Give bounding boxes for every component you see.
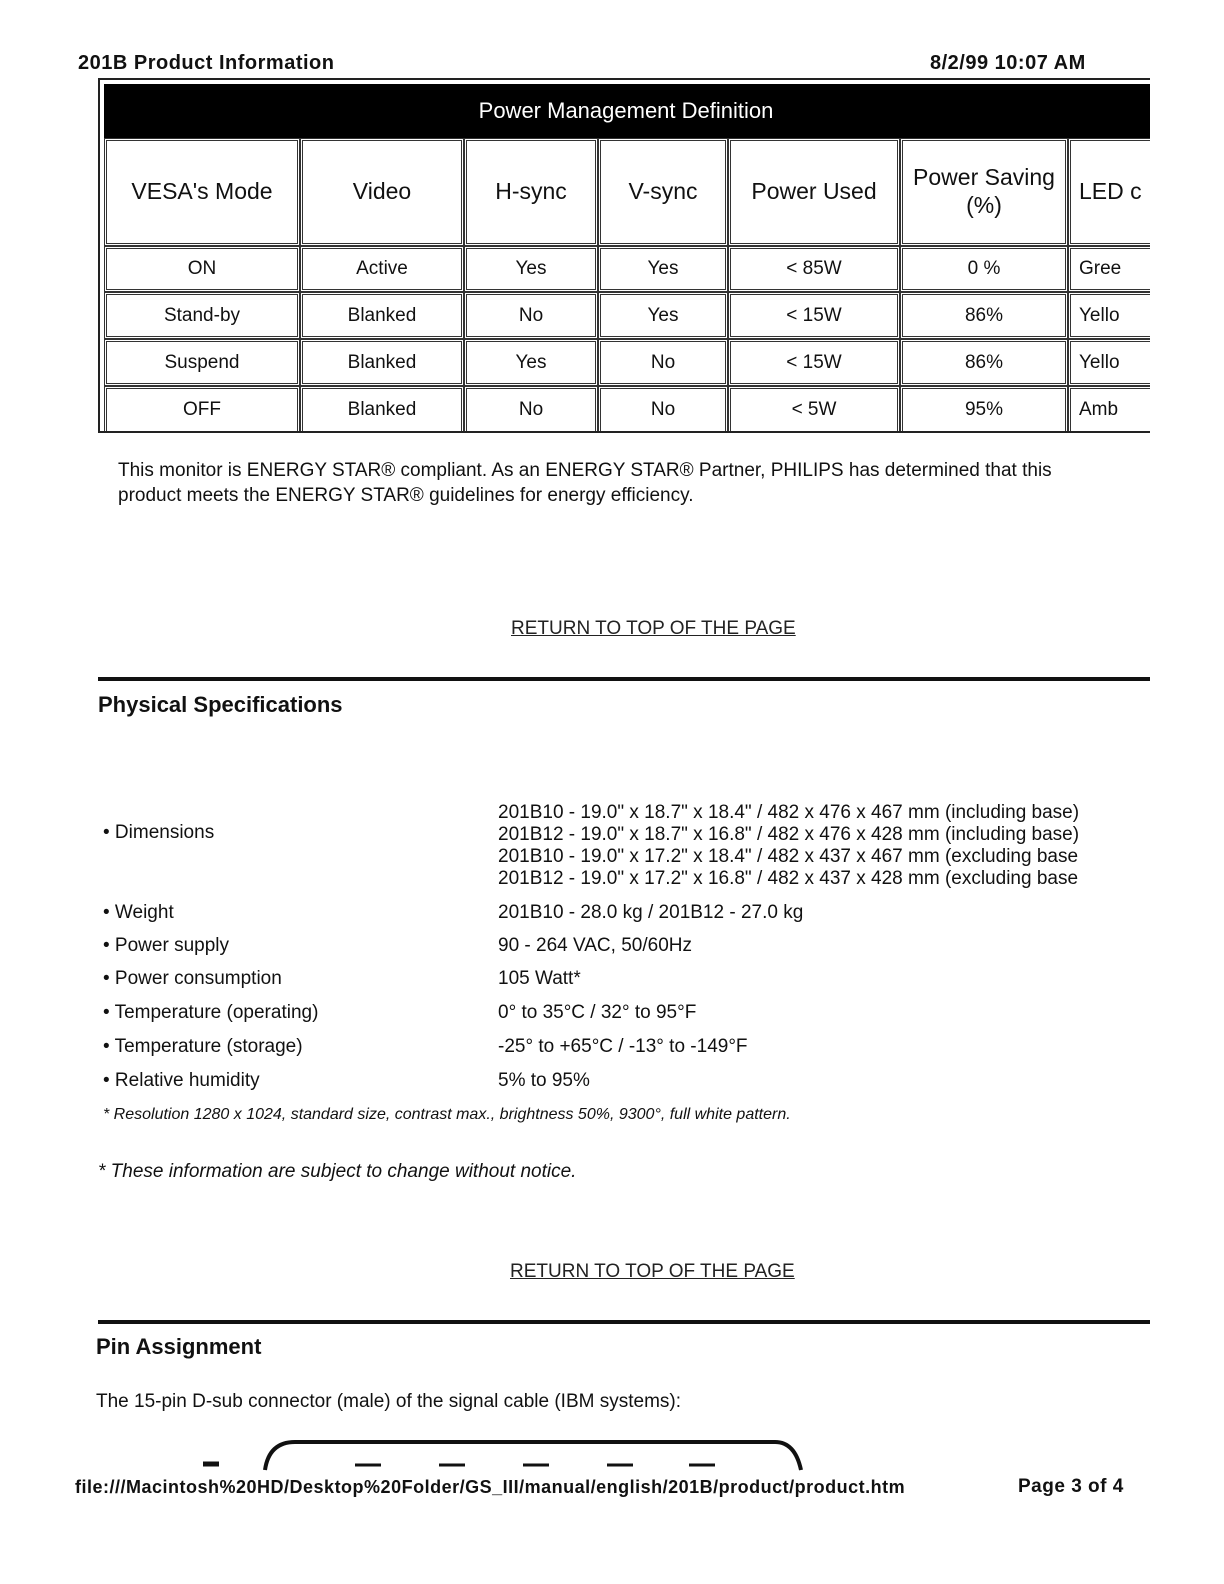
dimensions-label: • Dimensions (103, 822, 215, 843)
file-path: file:///Macintosh%20HD/Desktop%20Folder/GS_III/manual/english/201B/product/product.htm (75, 1477, 906, 1497)
dimensions-value: 201B10 - 19.0" x 17.2" x 18.4" / 482 x 437 x 467 mm (excluding base (498, 846, 1079, 867)
table-cell-video: Blanked (300, 339, 464, 386)
table-cell-power-used: < 15W (728, 292, 900, 339)
table-cell-led-color: Gree (1068, 246, 1150, 292)
relative-humidity-value: 5% to 95% (498, 1070, 590, 1091)
table-cell-h-sync: No (464, 292, 598, 339)
power-consumption-label: • Power consumption (103, 968, 282, 989)
weight-label: • Weight (103, 902, 174, 923)
table-cell-power-used: < 15W (728, 339, 900, 386)
energy-star-line-1: This monitor is ENERGY STAR® compliant. As an ENERGY STAR® Partner, PHILIPS has determined that this (118, 460, 1052, 481)
page-number: Page 3 of 4 (1018, 1476, 1124, 1497)
return-to-top-link[interactable]: RETURN TO TOP OF THE PAGE (511, 618, 796, 639)
change-notice: * These information are subject to change without notice. (98, 1161, 577, 1182)
column-header-h-sync: H-sync (464, 138, 598, 246)
power-consumption-value: 105 Watt* (498, 968, 581, 989)
energy-star-paragraph (118, 458, 1158, 508)
resolution-footnote: * Resolution 1280 x 1024, standard size, contrast max., brightness 50%, 9300°, full white pattern. (103, 1106, 791, 1123)
power-management-table (98, 78, 1150, 433)
column-header-v-sync: V-sync (598, 138, 728, 246)
temperature-storage-value: -25° to +65°C / -13° to -149°F (498, 1036, 748, 1057)
table-cell-h-sync: No (464, 386, 598, 433)
table-cell-v-sync: No (598, 386, 728, 433)
return-to-top-link[interactable]: RETURN TO TOP OF THE PAGE (510, 1261, 795, 1282)
power-table-title: Power Management Definition (478, 98, 774, 123)
table-cell-vesa-mode: Stand-by (104, 292, 300, 339)
table-cell-h-sync: Yes (464, 339, 598, 386)
column-header-vesa-mode: VESA's Mode (104, 138, 300, 246)
table-cell-video: Active (300, 246, 464, 292)
power-supply-value: 90 - 264 VAC, 50/60Hz (498, 935, 692, 956)
dimensions-value: 201B10 - 19.0" x 18.7" x 18.4" / 482 x 476 x 467 mm (including base) (498, 802, 1080, 823)
temperature-operating-label: • Temperature (operating) (103, 1002, 319, 1023)
section-divider (98, 1320, 1150, 1324)
table-cell-power-used: < 85W (728, 246, 900, 292)
table-cell-power-saving: 86% (900, 339, 1068, 386)
dimensions-value: 201B12 - 19.0" x 18.7" x 16.8" / 482 x 476 x 428 mm (including base) (498, 824, 1080, 845)
temperature-storage-label: • Temperature (storage) (103, 1036, 303, 1057)
print-datetime: 8/2/99 10:07 AM (930, 52, 1086, 74)
table-cell-v-sync: No (598, 339, 728, 386)
table-cell-vesa-mode: Suspend (104, 339, 300, 386)
table-cell-vesa-mode: ON (104, 246, 300, 292)
dimensions-values (498, 802, 1079, 890)
table-cell-led-color: Yello (1068, 292, 1150, 339)
temperature-operating-value: 0° to 35°C / 32° to 95°F (498, 1002, 697, 1023)
column-header-led-color: LED c (1068, 138, 1150, 246)
dimensions-value: 201B12 - 19.0" x 17.2" x 16.8" / 482 x 437 x 428 mm (excluding base (498, 868, 1079, 889)
column-header-video: Video (300, 138, 464, 246)
pin-assignment-heading: Pin Assignment (96, 1334, 262, 1359)
weight-value: 201B10 - 28.0 kg / 201B12 - 27.0 kg (498, 902, 804, 923)
table-cell-led-color: Amb (1068, 386, 1150, 433)
power-table-title-bar (104, 84, 1150, 138)
table-cell-power-saving: 86% (900, 292, 1068, 339)
table-cell-vesa-mode: OFF (104, 386, 300, 433)
table-cell-video: Blanked (300, 386, 464, 433)
column-header-power-used: Power Used (728, 138, 900, 246)
relative-humidity-label: • Relative humidity (103, 1070, 260, 1091)
table-cell-power-saving: 0 % (900, 246, 1068, 292)
dsub-connector-illustration (195, 1430, 815, 1475)
table-cell-led-color: Yello (1068, 339, 1150, 386)
document-title: 201B Product Information (78, 52, 335, 74)
table-cell-video: Blanked (300, 292, 464, 339)
table-cell-power-saving: 95% (900, 386, 1068, 433)
table-cell-h-sync: Yes (464, 246, 598, 292)
physical-specifications-heading: Physical Specifications (98, 692, 343, 717)
column-header-power-saving: Power Saving (%) (900, 138, 1068, 246)
pin-assignment-description: The 15-pin D-sub connector (male) of the signal cable (IBM systems): (96, 1391, 682, 1412)
table-cell-v-sync: Yes (598, 246, 728, 292)
table-cell-power-used: < 5W (728, 386, 900, 433)
table-cell-v-sync: Yes (598, 292, 728, 339)
power-supply-label: • Power supply (103, 935, 229, 956)
energy-star-line-2: product meets the ENERGY STAR® guidelines for energy efficiency. (118, 485, 694, 506)
section-divider (98, 677, 1150, 681)
